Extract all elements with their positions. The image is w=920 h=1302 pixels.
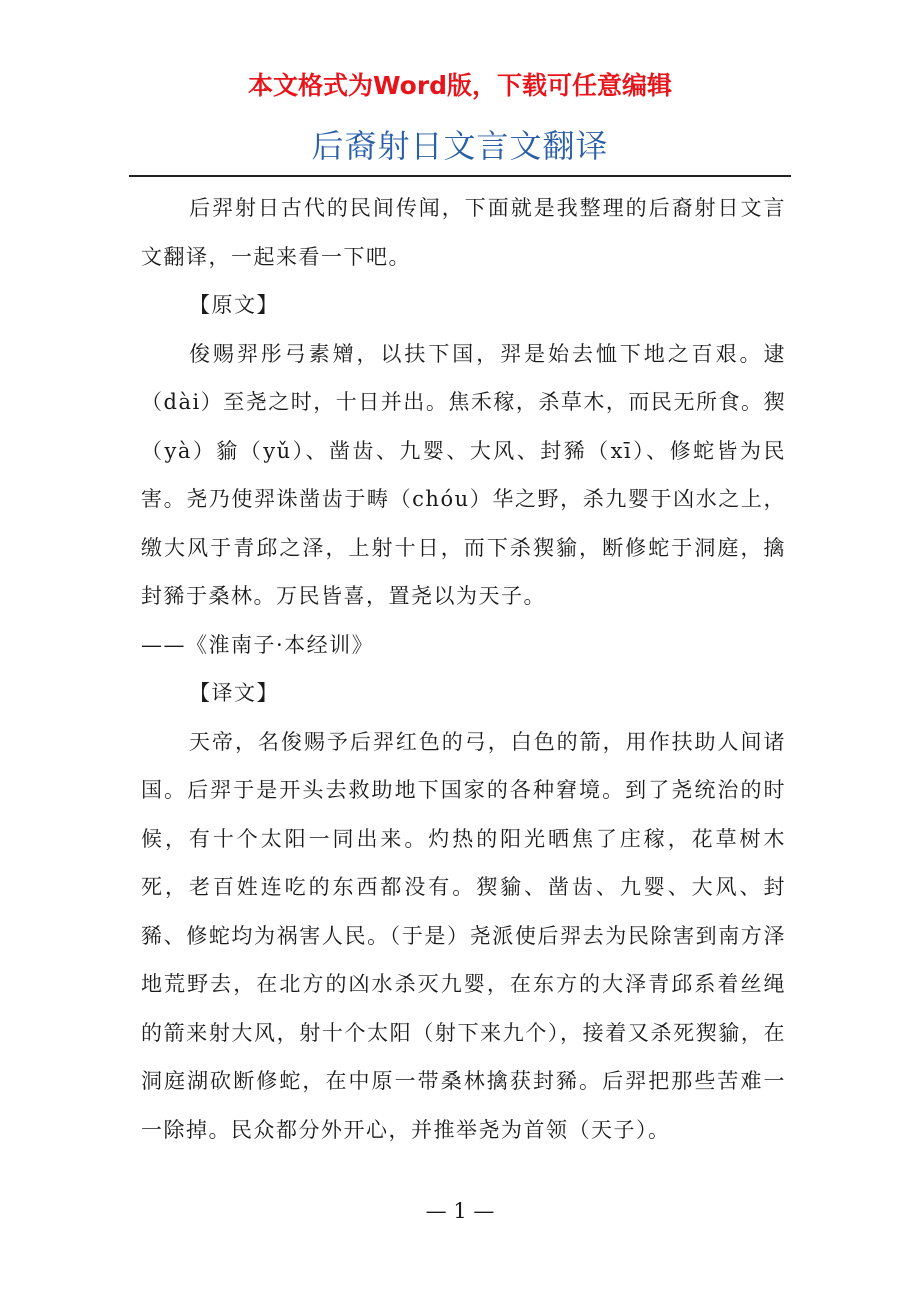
original-text: 俊赐羿彤弓素矰，以扶下国，羿是始去恤下地之百艰。逮（dài）至尧之时，十日并出。焦禾稼，杀草木，而民无所食。猰（yà）貐（yǔ）、凿齿、九婴、大风、封豨（xī）、修蛇皆为民害。尧乃使羿诛凿齿于畴（chóu）华之野，杀九婴于凶水之上，缴大风于青邱之泽，上射十日，而下杀猰貐，断修蛇于洞庭，擒封豨于桑林。万民皆喜，置尧以为天子。	[141, 341, 786, 608]
document-body	[141, 184, 786, 1154]
page-number: — 1 —	[425, 1199, 495, 1223]
title-divider	[129, 175, 791, 177]
intro-paragraph: 后羿射日古代的民间传闻，下面就是我整理的后裔射日文言文翻译，一起来看一下吧。	[141, 196, 786, 269]
page-title: 后裔射日文言文翻译	[311, 127, 609, 165]
original-source: ——《淮南子·本经训》	[141, 632, 375, 657]
original-heading: 【原文】	[189, 293, 279, 317]
translation-heading: 【译文】	[189, 681, 279, 705]
download-banner: 本文格式为Word版，下载可任意编辑	[247, 71, 673, 100]
translation-text: 天帝，名俊赐予后羿红色的弓，白色的箭，用作扶助人间诸国。后羿于是开头去救助地下国家的各种窘境。到了尧统治的时候，有十个太阳一同出来。灼热的阳光晒焦了庄稼，花草树木死，老百姓连吃的东西都没有。猰貐、凿齿、九婴、大风、封豨、修蛇均为祸害人民。（于是）尧派使后羿去为民除害到南方泽地荒野去，在北方的凶水杀灭九婴，在东方的大泽青邱系着丝绳的箭来射大风，射十个太阳（射下来九个），接着又杀死猰貐，在洞庭湖砍断修蛇，在中原一带桑林擒获封豨。后羿把那些苦难一一除掉。民众都分外开心，并推举尧为首领（天子）。	[141, 729, 786, 1142]
